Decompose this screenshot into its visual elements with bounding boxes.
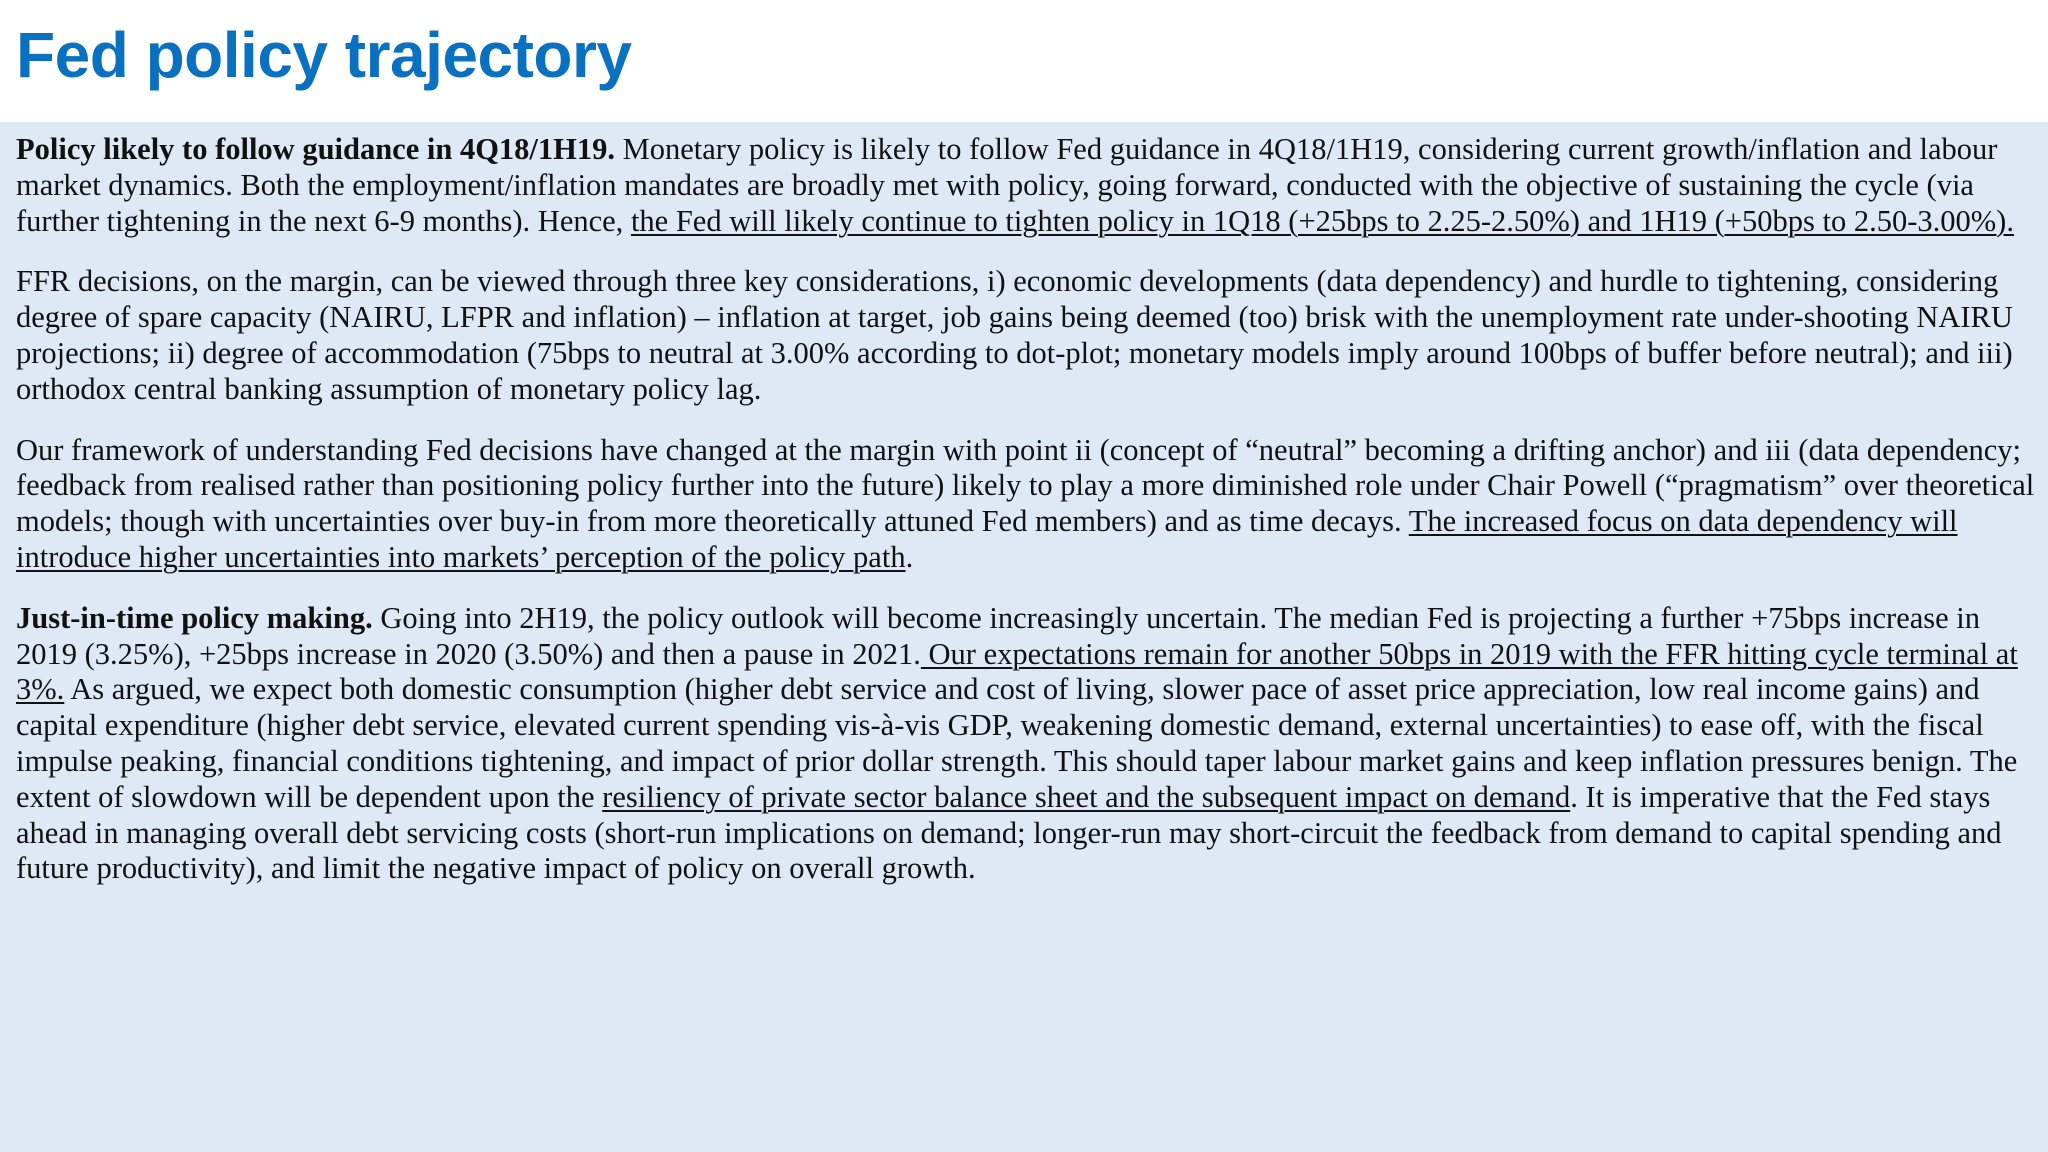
paragraph-text: As argued, we expect both domestic consumption (higher debt service and cost of living, slower pace of asset price appreciation, low real income gains) and capital expenditure (higher debt service, elevated current spending vis-à-vis GDP, weakening domestic demand, external uncertainties) to ease off, with the fiscal impulse peaking, financial conditions tightening, and impact of prior dollar strength. This should taper labour market gains and keep inflation pressures benign. The extent of slowdown will be dependent upon the — [16, 672, 2018, 814]
paragraph-text: FFR decisions, on the margin, can be viewed through three key considerations, i) economic developments (data dependency) and hurdle to tightening, considering degree of spare capacity (NAIRU, LFPR and inflation) – inflation at target, job gains being deemed (too) brisk with the unemployment rate under-shooting NAIRU projections; ii) degree of accommodation (75bps to neutral at 3.00% according to dot-plot; monetary models imply around 100bps of buffer before neutral); and iii) orthodox central banking assumption of monetary policy lag. — [16, 264, 2013, 406]
underlined-emphasis: resiliency of private sector balance sheet and the subsequent impact on demand — [602, 779, 1571, 814]
paragraph-2 — [16, 264, 2036, 407]
paragraph-4 — [16, 601, 2036, 887]
paragraph-1 — [16, 132, 2036, 239]
underlined-emphasis: Our expectations remain for another 50bps in 2019 with the FFR hitting cycle terminal at 3%. — [16, 636, 2018, 707]
page-title: Fed policy trajectory — [16, 19, 632, 91]
paragraph-text: Our framework of understanding Fed decisions have changed at the margin with point ii (concept of “neutral” becoming a drifting anchor) and iii (data dependency; feedback from realised rather than positioning policy further into the future) likely to play a more diminished role under Chair Powell (“pragmatism” over theoretical models; though with uncertainties over buy-in from more theoretically attuned Fed members) and as time decays. — [16, 432, 2035, 539]
paragraph-heading: Just-in-time policy making. — [16, 600, 373, 635]
underlined-emphasis: The increased focus on data dependency will introduce higher uncertainties into markets’ perception of the policy path — [16, 504, 1958, 574]
paragraph-text: . — [905, 539, 914, 574]
body-text — [16, 132, 2036, 912]
paragraph-3 — [16, 433, 2036, 576]
paragraph-heading: Policy likely to follow guidance in 4Q18/1H19. — [16, 132, 615, 166]
paragraph-text: . It is imperative that the Fed stays ahead in managing overall debt servicing costs (short-run implications on demand; longer-run may short-circuit the feedback from demand to capital spending and future productivity), and limit the negative impact of policy on overall growth. — [16, 779, 2002, 886]
content-panel — [0, 122, 2048, 1152]
underlined-emphasis: the Fed will likely continue to tighten policy in 1Q18 (+25bps to 2.25-2.50%) and 1H19 (+50bps to 2.50-3.00%). — [630, 203, 2014, 238]
paragraph-text: Going into 2H19, the policy outlook will become increasingly uncertain. The median Fed is projecting a further +75bps increase in 2019 (3.25%), +25bps increase in 2020 (3.50%) and then a pause in 2021. — [16, 600, 1981, 671]
paragraph-text: Monetary policy is likely to follow Fed guidance in 4Q18/1H19, considering current growth/inflation and labour market dynamics. Both the employment/inflation mandates are broadly met with policy, going forward, conducted with the objective of sustaining the cycle (via further tightening in the next 6-9 months). Hence, — [16, 132, 1998, 238]
